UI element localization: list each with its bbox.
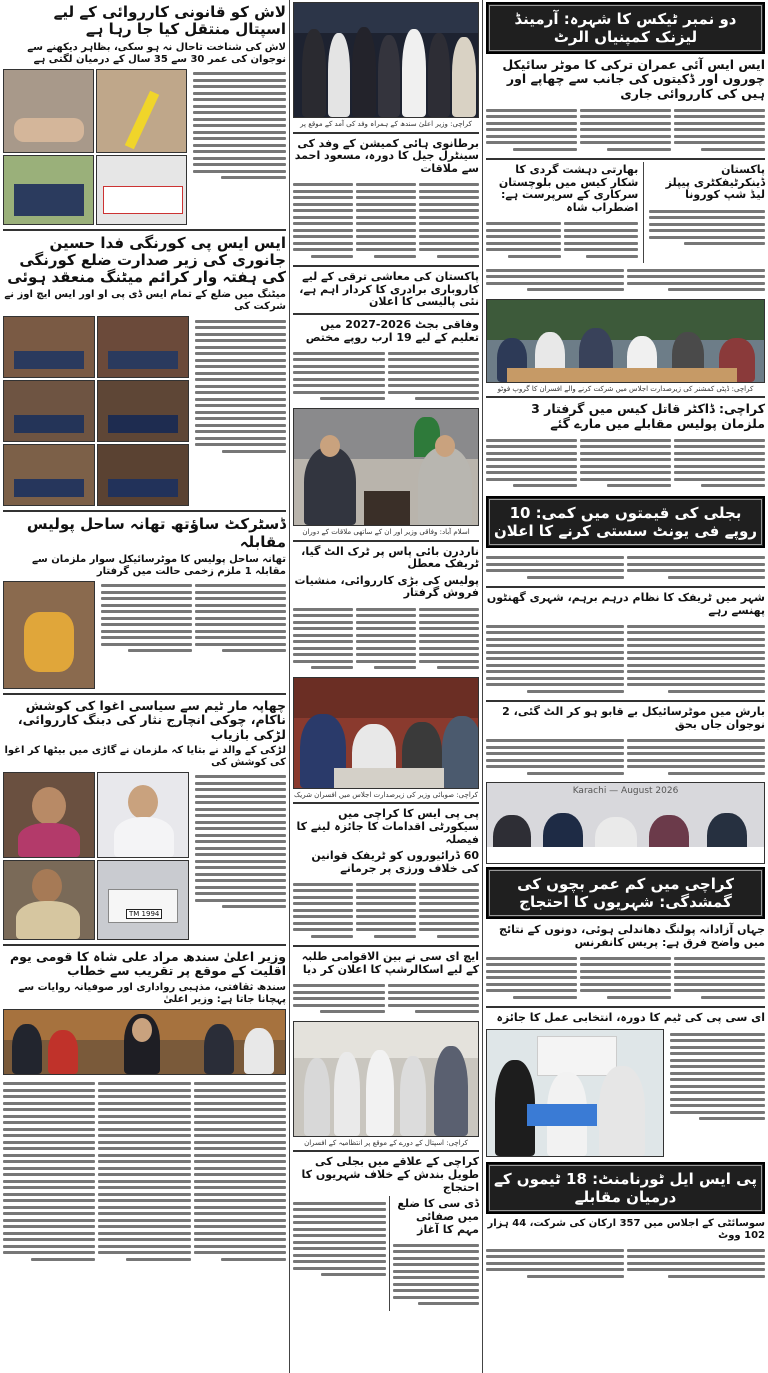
article-headline: پاکستان ڈینکرٹیفکٹری پیپلز لیڈ شپ کورونا <box>665 163 765 202</box>
left-column <box>0 0 289 1373</box>
crime-meeting-photo <box>97 380 189 442</box>
article-subheadline: تھانہ ساحل پولیس کا موٹرسائیکل سوار ملزمان سے مقابلہ 1 ملزم زخمی حالت میں گرفتار <box>32 553 286 577</box>
injured-suspect-photo <box>3 581 95 689</box>
banner-headline-4: پی ایس ایل ٹورنامنٹ: 18 ٹیموں کے درمیان مقابلے <box>486 1162 765 1214</box>
banner-headline-2: بجلی کی قیمتوں میں کمی: 10 روپے فی یونٹ سستی کرنے کا اعلان <box>486 496 765 548</box>
article-body <box>98 579 289 691</box>
article-body <box>290 1196 389 1310</box>
article-body <box>190 67 289 227</box>
article-headline: لاش کو قانونی کارروائی کے لیے اسپتال منتقل کیا جا رہا ہے <box>53 3 286 39</box>
crime-meeting-photo <box>3 444 95 506</box>
suspect-photo <box>3 860 95 940</box>
article-body <box>0 1077 289 1267</box>
article-headline: کراچی کے علاقے میں بجلی کی طویل بندش کے خلاف شہریوں کا احتجاج <box>301 1155 479 1194</box>
article-headline: ایس ایس آئی عمران ترکی کا موٹر سائیکل چوروں اور ڈکیتوں کی جانب سے چھاپے اور ہیں کی کارروائی جاری <box>502 57 765 101</box>
article-headline: بھارتی دہشت گردی کا شکار کیس میں بلوچستان سرکاری کے سرپرست ہے: اضطراب شاہ <box>498 163 639 215</box>
officials-meeting-photo <box>293 408 479 526</box>
article-body <box>390 1238 483 1311</box>
photo-caption: کراچی: صوبائی وزیر کی زیرصدارت اجلاس میں افسران شریک <box>294 790 478 799</box>
officer-photo <box>97 772 189 858</box>
hospital-visit-photo <box>293 1021 479 1137</box>
article-body <box>667 1027 768 1159</box>
article-headline: بارش میں موٹرسائیکل بے قابو ہو کر الٹ گئی، 2 نوجوان جاں بحق <box>502 705 765 732</box>
crime-meeting-photo <box>3 380 95 442</box>
crime-meeting-photo <box>3 316 95 378</box>
column-rule <box>289 0 290 1373</box>
article-headline: وزیر اعلیٰ سندھ مراد علی شاہ کا قومی یوم اقلیت کے موقع پر تقریب سے خطاب <box>9 948 286 979</box>
article-body <box>646 204 768 251</box>
article-body <box>483 734 768 781</box>
article-headline: پی پی ایس کا کراچی میں سیکورٹی اقدامات کا جائزہ لینے کا فیصلہ <box>296 807 479 846</box>
article-headline: 60 ڈرائیوروں کو ٹریفک قوانین کی خلاف ورزی پر جرمانے <box>311 849 479 875</box>
article-subheadline: لاش کی شناخت تاحال نہ ہو سکی، بظاہر دیکھنے سے نوجوان کی عمر 30 سے 35 سال کے درمیان لگتی ہے <box>27 41 286 65</box>
article-body <box>290 602 482 675</box>
ceremony-photo <box>486 1029 664 1157</box>
article-headline: پولیس کی بڑی کارروائی، منشیات فروش گرفتار <box>294 573 479 600</box>
article-headline: کراچی: ڈاکٹر قاتل کیس میں گرفتار 3 ملزمان پولیس مقابلے میں مارے گئے <box>531 401 765 431</box>
article-body <box>483 433 768 493</box>
column-rule <box>482 0 483 1373</box>
meeting-photo <box>486 299 765 383</box>
article-body <box>483 103 768 156</box>
vehicle-photo <box>97 860 189 940</box>
article-headline: ڈی سی کا ضلع میں صفائی مہم کا آغاز <box>397 1197 479 1236</box>
photo-caption: کراچی: اسپتال کے دورے کے موقع پر انتظامیہ کے افسران <box>304 1138 468 1147</box>
article-body <box>483 551 768 585</box>
event-backdrop: Karachi — August 2026 <box>572 786 679 797</box>
photo-caption: اسلام آباد: وفاقی وزیر اور ان کے ساتھی ملاقات کے دوران <box>302 527 470 536</box>
article-body <box>483 1243 768 1283</box>
article-body <box>290 877 482 943</box>
crime-scene-photo <box>96 69 187 153</box>
article-subheadline: لڑکی کے والد نے بتایا کہ ملزمان نے گاڑی میں بیٹھا کر اغوا کی کوشش کی <box>4 744 286 768</box>
article-headline: ایس ایس پی کورنگی فدا حسین جانوری کی زیر صدارت ضلع کورنگی کی ہفتہ وار کرائم میٹنگ منعقد ہوئی <box>7 233 286 286</box>
banner-headline-3: کراچی میں کم عمر بچوں کی گمشدگی: شہریوں کا احتجاج <box>486 867 765 919</box>
article-headline: برطانوی ہائی کمیشن کے وفد کی سینٹرل جیل کا دورہ، مسعود احمد سے ملاقات <box>294 136 479 175</box>
article-headline: ناردرن بائی پاس پر ٹرک الٹ گیا، ٹریفک معطل <box>301 544 479 571</box>
article-body <box>290 346 482 406</box>
article-subheadline: سوسائٹی کے اجلاس میں 357 ارکان کی شرکت، 44 ہزار 102 ووٹ <box>487 1218 765 1242</box>
middle-column <box>290 0 482 1373</box>
article-body <box>483 619 768 698</box>
article-headline: چھاپہ مار ٹیم سے سیاسی اغوا کی کوشش ناکام، چوکی انچارج نثار کی دبنگ کارروائی، لڑکی بازیاب <box>17 697 286 742</box>
press-conference-photo <box>486 782 765 864</box>
police-van-photo <box>3 155 94 225</box>
article-headline: ڈسٹرکٹ ساؤتھ تھانہ ساحل پولیس مقابلہ <box>26 515 286 551</box>
article-body <box>192 770 289 942</box>
chief-minister-event-photo <box>3 1009 286 1075</box>
article-headline: وفاقی بجٹ 2026-2027 میں تعلیم کے لیے 19 ارب روپے مختص <box>305 318 479 344</box>
article-body <box>483 217 641 264</box>
photo-caption: کراچی: ڈپٹی کمشنر کی زیرصدارت اجلاس میں شرکت کرنے والے افسران کا گروپ فوٹو <box>497 384 754 393</box>
girl-photo <box>3 772 95 858</box>
article-headline: ای سی پی کی ٹیم کا دورہ، انتخابی عمل کا جائزہ <box>496 1011 765 1025</box>
article-subheadline: سندھ ثقافتی، مذہبی رواداری اور صوفیانہ روایات سے پہچانا جاتا ہے: وزیر اعلیٰ <box>18 981 286 1005</box>
article-body <box>483 263 768 297</box>
article-body <box>290 178 482 264</box>
right-column <box>483 0 768 1373</box>
delegation-photo <box>293 2 479 118</box>
crime-scene-photo <box>3 69 94 153</box>
article-headline: جہاں آزادانہ پولنگ دھاندلی ہوئی، دونوں کے نتائج میں واضح فرق ہے: پریس کانفرنس <box>499 923 765 949</box>
office-meeting-photo <box>293 677 479 789</box>
photo-caption: کراچی: وزیر اعلیٰ سندھ کے ہمراہ وفد کی آمد کے موقع پر <box>300 120 472 128</box>
article-subheadline: میٹنگ میں ضلع کے تمام ایس ڈی پی او اور ایس ایچ اوز نے شرکت کی <box>4 289 286 313</box>
crime-meeting-photo <box>97 444 189 506</box>
article-body <box>192 314 289 508</box>
article-headline: ایچ ای سی نے بین الاقوامی طلبہ کے لیے اسکالرشپ کا اعلان کر دیا <box>301 950 479 977</box>
crime-meeting-photo <box>97 316 189 378</box>
article-headline: پاکستان کی معاشی ترقی کے لیے کاروباری برادری کا کردار اہم ہے، نئی پالیسی کا اعلان <box>299 270 479 309</box>
article-body <box>483 951 768 1004</box>
banner-headline-1: دو نمبر ٹیکس کا شہرہ: آرمینڈ لیزنک کمپنیاں الرٹ <box>486 2 765 54</box>
article-body <box>290 979 482 1019</box>
ambulance-photo <box>96 155 187 225</box>
license-plate: TM 1994 <box>126 909 162 919</box>
article-headline: شہر میں ٹریفک کا نظام درہم برہم، شہری گھنٹوں پھنسے رہے <box>486 591 765 617</box>
